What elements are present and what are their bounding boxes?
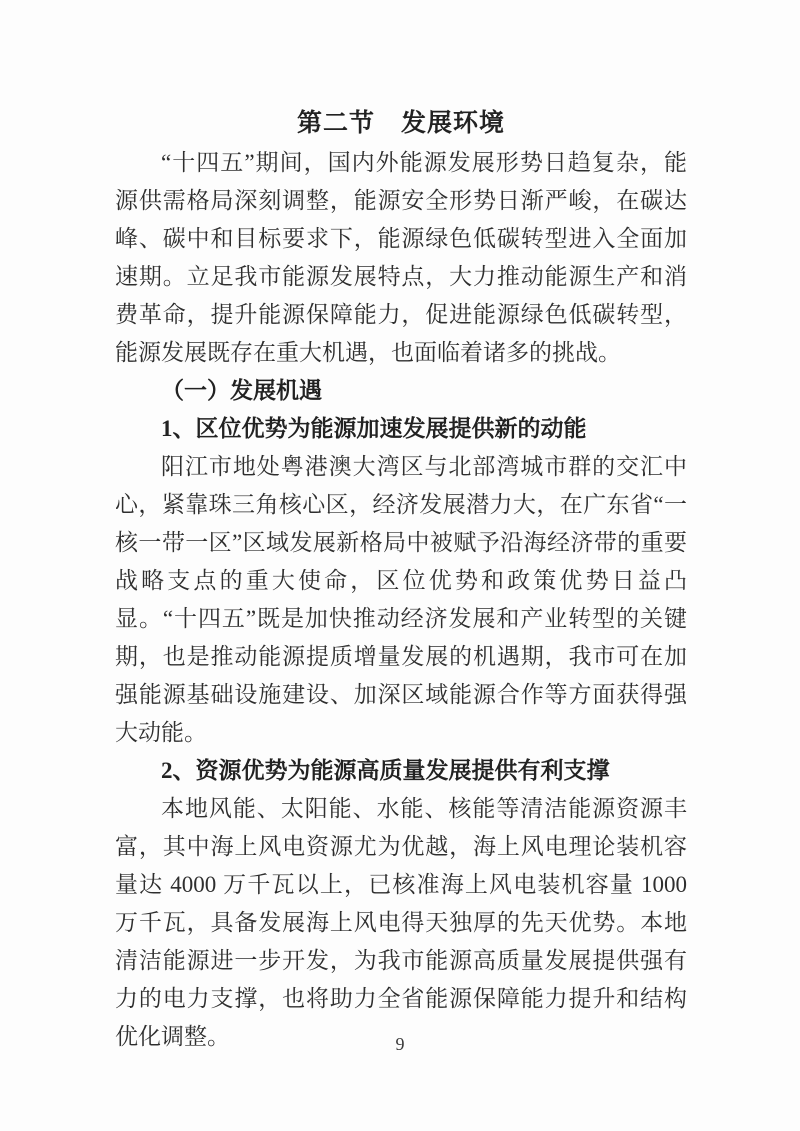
paragraph-development-situation: “十四五”期间，国内外能源发展形势日趋复杂，能源供需格局深刻调整，能源安全形势日渐严峻，在碳达峰、碳中和目标要求下，能源绿色低碳转型进入全面加速期。立足我市能源发展特点，大力推动能源生产和消费革命，提升能源保障能力，促进能源绿色低碳转型，能源发展既存在重大机遇，也面临着诸多的挑战。 — [115, 150, 687, 365]
subsection-heading-opportunities: （一）发展机遇 — [161, 378, 322, 403]
paragraph-resource-advantage: 本地风能、太阳能、水能、核能等清洁能源资源丰富，其中海上风电资源尤为优越，海上风电理论装机容量达 4000 万千瓦以上，已核准海上风电装机容量 1000 万千瓦，具备发展海上风电得天独厚的先天优势。本地清洁能源进一步开发，为我市能源高质量发展提供强有力的电力支撑，也将助力全省能源保障能力提升和结构优化调整。 — [115, 796, 687, 1049]
subsection-heading-resource-advantage: 2、资源优势为能源高质量发展提供有利支撑 — [161, 758, 610, 783]
section-title: 第二节 发展环境 — [296, 110, 505, 137]
paragraph-location-advantage: 阳江市地处粤港澳大湾区与北部湾城市群的交汇中心，紧靠珠三角核心区，经济发展潜力大，在广东省“一核一带一区”区域发展新格局中被赋予沿海经济带的重要战略支点的重大使命，区位优势和政策优势日益凸显。“十四五”既是加快推动经济发展和产业转型的关键期，也是推动能源提质增量发展的机遇期，我市可在加强能源基础设施建设、加深区域能源合作等方面获得强大动能。 — [115, 454, 687, 745]
subsection-heading-location-advantage: 1、区位优势为能源加速发展提供新的动能 — [161, 416, 587, 441]
page-number: 9 — [395, 1034, 405, 1054]
document-content — [115, 104, 687, 1056]
